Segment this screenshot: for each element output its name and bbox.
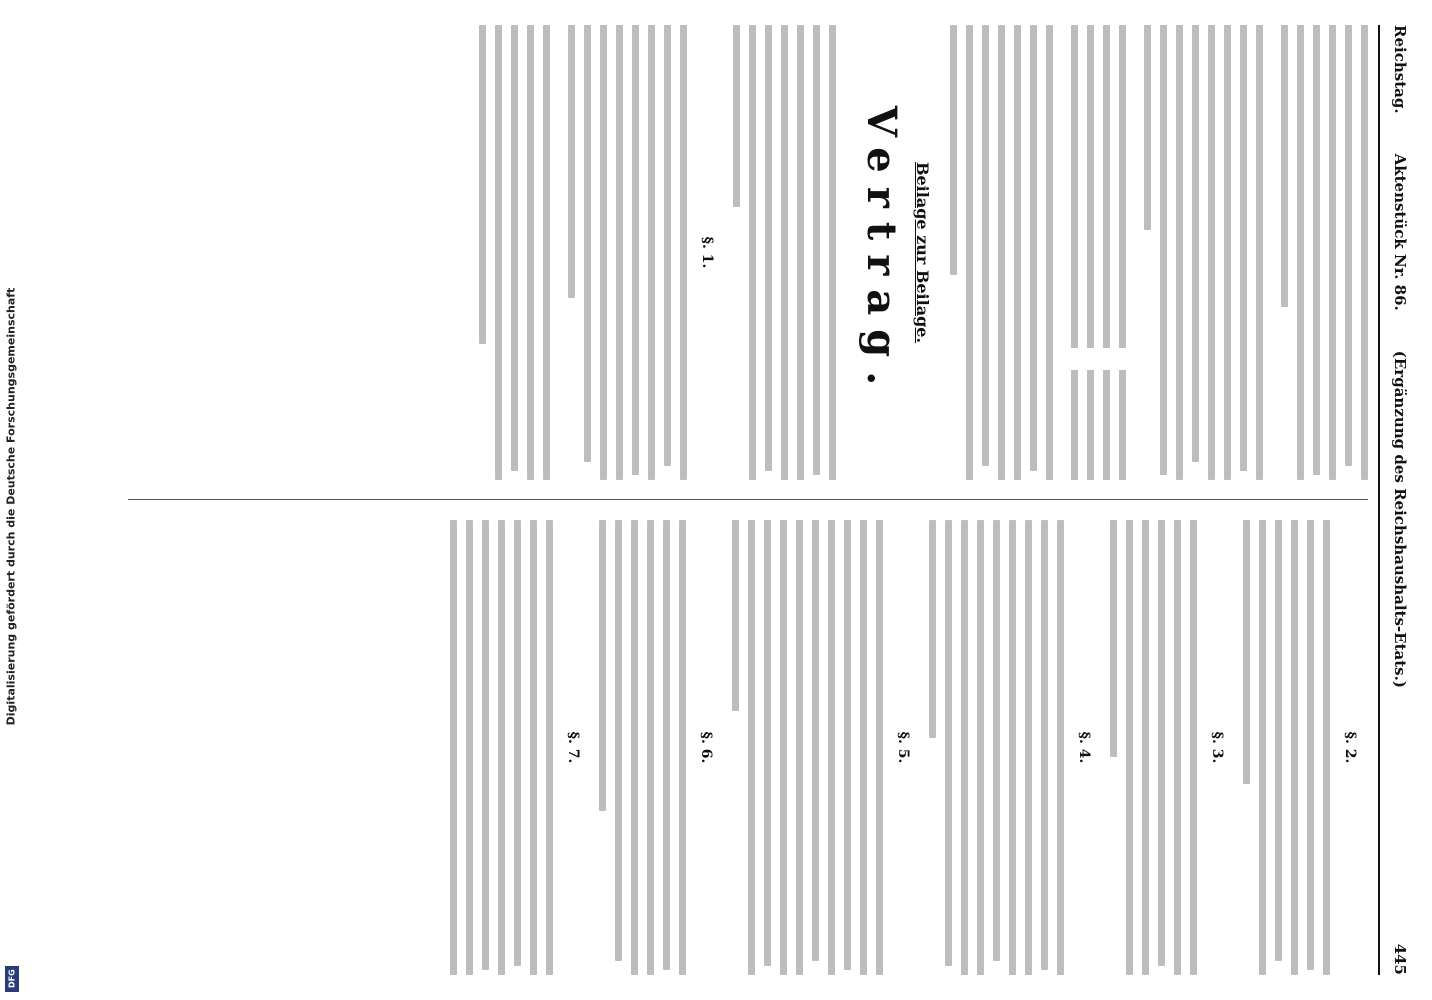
document-page [120, 25, 1420, 975]
paragraph [599, 520, 686, 975]
section-heading: §. 2. [1342, 731, 1358, 764]
section-heading: §. 6. [698, 731, 714, 764]
header-doc-number: Aktenstück Nr. 86. [1391, 153, 1409, 311]
column-divider [128, 499, 1368, 500]
paragraph [733, 25, 836, 480]
rotated-page-content [120, 25, 1420, 975]
paragraph [732, 520, 883, 975]
section-heading: §. 1. [699, 236, 715, 269]
paragraph [1243, 520, 1330, 975]
header-subtitle: (Ergänzung des Reichshaushalts-Etats.) [1391, 350, 1409, 688]
paragraph [568, 25, 687, 480]
dfg-logo: DFG [5, 966, 19, 992]
annex-label: Beilage zur Beilage. [913, 161, 932, 344]
column-left [128, 25, 1368, 480]
side-note-text: Digitalisierung gefördert durch die Deutsche Forschungsgemeinschaft [4, 287, 18, 726]
paragraph [929, 520, 1064, 975]
page-header [1378, 25, 1420, 975]
section-heading: §. 7. [565, 731, 581, 764]
paragraph [450, 520, 553, 975]
section-heading: §. 5. [895, 731, 911, 764]
section-heading: §. 4. [1076, 731, 1092, 764]
paragraph [1144, 25, 1263, 480]
amounts-table [1071, 25, 1126, 480]
annex-title: Vertrag. [858, 105, 905, 400]
section-heading: §. 3. [1209, 731, 1225, 764]
column-right [128, 520, 1368, 975]
paragraph [1281, 25, 1368, 480]
header-title: Reichstag. [1391, 25, 1409, 114]
page-number: 445 [1391, 943, 1409, 975]
paragraph [1110, 520, 1197, 975]
paragraph [950, 25, 1053, 480]
paragraph [479, 25, 550, 480]
side-note [2, 0, 20, 1000]
